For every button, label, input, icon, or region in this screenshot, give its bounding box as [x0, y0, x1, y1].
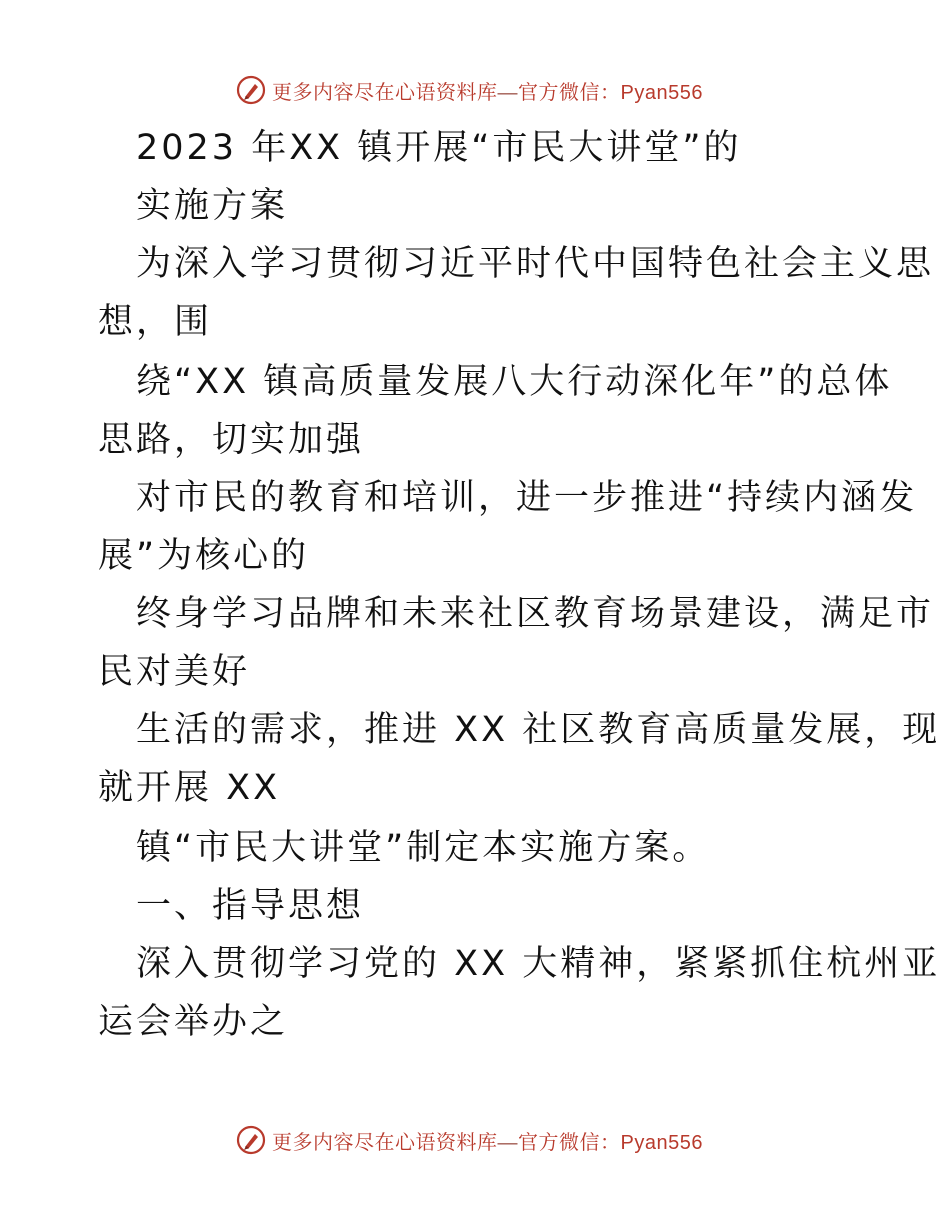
- doc-line: 终身学习品牌和未来社区教育场景建设，满足市: [136, 594, 935, 634]
- watermark-site: 更多内容尽在心语资料库: [272, 1131, 498, 1154]
- doc-line: 思路，切实加强: [98, 420, 365, 460]
- watermark-header: [236, 72, 703, 108]
- watermark-footer: [236, 1122, 703, 1158]
- doc-title-line-2: 实施方案: [136, 186, 289, 226]
- watermark-dash: —: [497, 1131, 518, 1154]
- watermark-official-label: 官方微信：: [518, 81, 621, 104]
- doc-line: 为深入学习贯彻习近平时代中国特色社会主义思: [136, 244, 935, 284]
- watermark-site: 更多内容尽在心语资料库: [272, 81, 498, 104]
- watermark-official-label: 官方微信：: [518, 1131, 621, 1154]
- doc-line: 深入贯彻学习党的 XX 大精神，紧紧抓住杭州亚: [136, 944, 941, 984]
- watermark-text: [272, 1126, 703, 1155]
- doc-line: 民对美好: [98, 652, 251, 692]
- doc-title-line-1: 2023 年XX 镇开展“市民大讲堂”的: [136, 128, 742, 168]
- watermark-wechat-id: Pyan556: [620, 81, 703, 104]
- doc-line: 就开展 XX: [98, 768, 281, 808]
- watermark-wechat-id: Pyan556: [620, 1131, 703, 1154]
- pen-logo-icon: [236, 75, 266, 105]
- watermark-dash: —: [497, 81, 518, 104]
- doc-line: 想，围: [98, 302, 213, 342]
- section-heading: 一、指导思想: [136, 886, 365, 926]
- doc-line: 运会举办之: [98, 1002, 289, 1042]
- doc-line: 展”为核心的: [98, 536, 310, 576]
- pen-logo-icon: [236, 1125, 266, 1155]
- watermark-text: [272, 76, 703, 105]
- doc-line: 生活的需求，推进 XX 社区教育高质量发展，现: [136, 710, 941, 750]
- doc-line: 对市民的教育和培训，进一步推进“持续内涵发: [136, 478, 918, 518]
- doc-line: 绕“XX 镇高质量发展八大行动深化年”的总体: [136, 362, 893, 402]
- doc-line: 镇“市民大讲堂”制定本实施方案。: [136, 828, 711, 868]
